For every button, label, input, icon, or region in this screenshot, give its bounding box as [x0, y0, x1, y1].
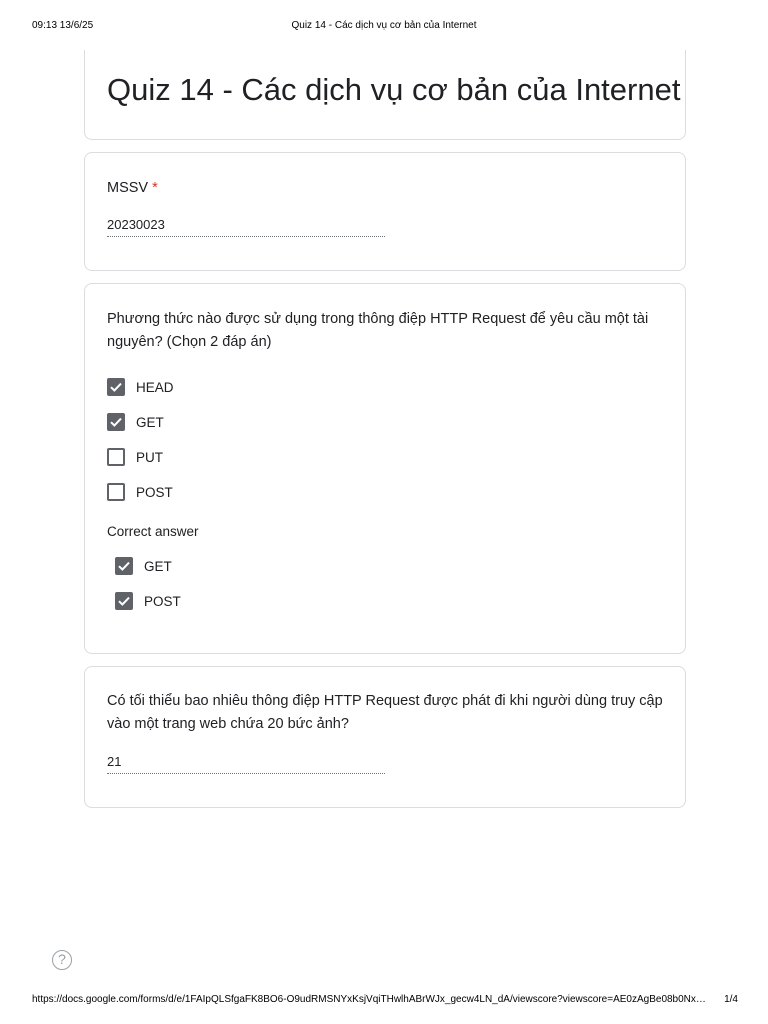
- option-post[interactable]: [107, 482, 173, 502]
- print-page-number: 1/4: [724, 994, 738, 1005]
- correct-option-get: [115, 556, 172, 576]
- question-title-request-count: Có tối thiểu bao nhiêu thông điệp HTTP Request được phát đi khi người dùng truy cập vào một trang web chứa 20 bức ảnh?: [107, 693, 663, 732]
- print-header: [0, 20, 768, 34]
- correct-answer-title: Correct answer: [107, 524, 199, 539]
- form-title: Quiz 14 - Các dịch vụ cơ bản của Internet: [107, 72, 681, 107]
- required-asterisk: *: [152, 180, 158, 196]
- question-title-http-method: Phương thức nào được sử dụng trong thông điệp HTTP Request để yêu cầu một tài nguyên? (Chọn 2 đáp án): [107, 311, 649, 350]
- correct-option-label: GET: [144, 558, 172, 574]
- correct-option-post: [115, 591, 181, 611]
- checkbox-checked-icon[interactable]: [107, 378, 125, 396]
- form-title-card: [84, 50, 686, 140]
- correct-option-label: POST: [144, 593, 181, 609]
- checkbox-unchecked-icon[interactable]: [107, 448, 125, 466]
- option-label: HEAD: [136, 379, 174, 395]
- question-card-http-method: [84, 283, 686, 654]
- print-footer: [0, 994, 768, 1008]
- option-label: GET: [136, 414, 164, 430]
- checkbox-unchecked-icon[interactable]: [107, 483, 125, 501]
- print-page-title: Quiz 14 - Các dịch vụ cơ bản của Internet: [291, 20, 477, 31]
- mssv-answer-field[interactable]: 20230023: [107, 217, 385, 237]
- print-datetime: 09:13 13/6/25: [32, 20, 94, 31]
- checkbox-checked-icon: [115, 557, 133, 575]
- option-put[interactable]: [107, 447, 163, 467]
- question-card-mssv: [84, 152, 686, 271]
- print-url: https://docs.google.com/forms/d/e/1FAIpQLSfgaFK8BO6-O9udRMSNYxKsjVqiTHwlhABrWJx_gecw4LN_dA/viewscore?viewscore=AE0zAgBe08b0Nx…: [32, 994, 706, 1005]
- option-head[interactable]: [107, 377, 174, 397]
- question-label: MSSV: [107, 180, 149, 196]
- request-count-answer-field[interactable]: 21: [107, 754, 385, 774]
- option-get[interactable]: [107, 412, 164, 432]
- checkbox-checked-icon[interactable]: [107, 413, 125, 431]
- help-circle-icon[interactable]: ?: [52, 950, 72, 970]
- option-label: POST: [136, 484, 173, 500]
- question-card-request-count: [84, 666, 686, 808]
- question-title-mssv: [107, 177, 158, 200]
- checkbox-checked-icon: [115, 592, 133, 610]
- option-label: PUT: [136, 449, 163, 465]
